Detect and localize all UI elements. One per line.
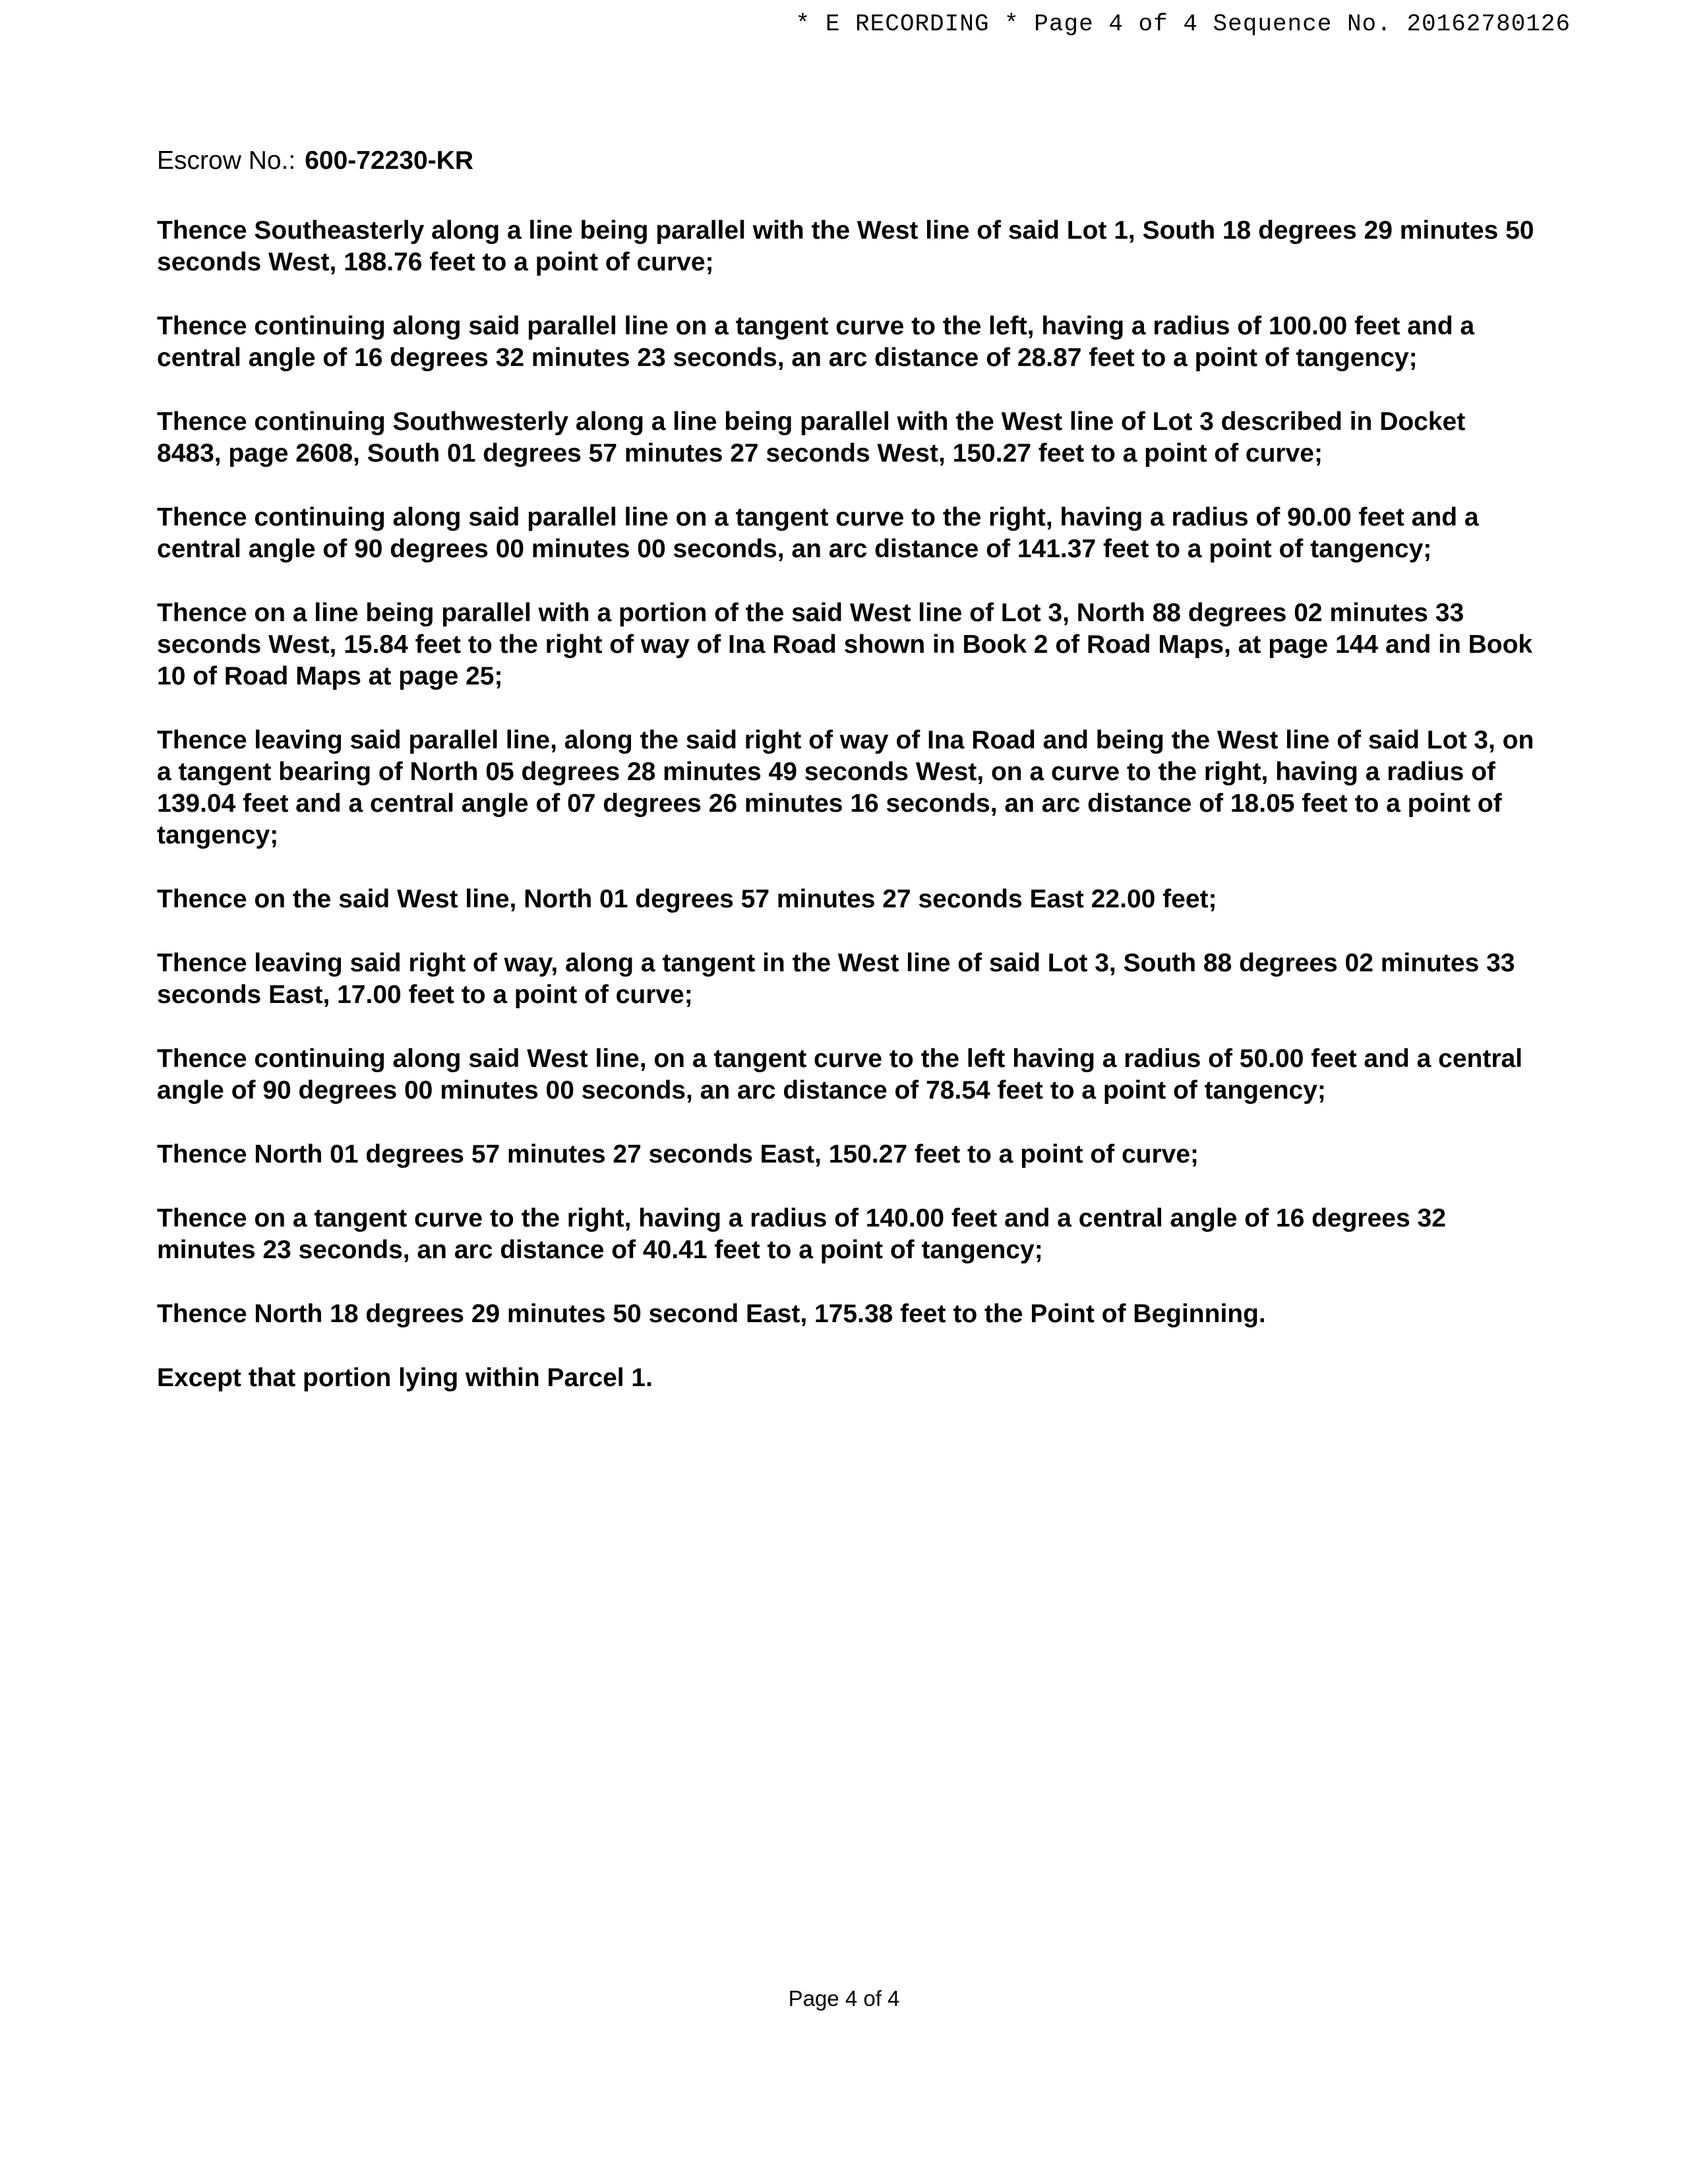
escrow-value: 600-72230-KR: [305, 146, 474, 175]
legal-paragraph: Thence North 18 degrees 29 minutes 50 second East, 175.38 feet to the Point of Beginning.: [157, 1300, 1266, 1328]
escrow-label: Escrow No.:: [157, 146, 296, 175]
legal-paragraph: Thence on a tangent curve to the right, having a radius of 140.00 feet and a central angle of 16 degrees 32 minutes 23 seconds, an arc distance of 40.41 feet to a point of tangency;: [157, 1204, 1446, 1264]
escrow-number: [157, 146, 473, 175]
legal-paragraph: Thence Southeasterly along a line being parallel with the West line of said Lot 1, South 18 degrees 29 minutes 50 seconds West, 188.76 feet to a point of curve;: [157, 216, 1534, 276]
legal-paragraph: Thence leaving said parallel line, along the said right of way of Ina Road and being the West line of said Lot 3, on a tangent bearing of North 05 degrees 28 minutes 49 seconds West, on a curve to the right, having a radius of 139.04 feet and a central angle of 07 degrees 26 minutes 16 seconds, an arc distance of 18.05 feet to a point of tangency;: [157, 726, 1534, 849]
legal-paragraph: Thence North 01 degrees 57 minutes 27 seconds East, 150.27 feet to a point of curve;: [157, 1140, 1199, 1168]
legal-description: [157, 215, 1535, 1426]
recording-header: * E RECORDING * Page 4 of 4 Sequence No. 20162780126: [795, 11, 1571, 38]
legal-paragraph: Thence on the said West line, North 01 degrees 57 minutes 27 seconds East 22.00 feet;: [157, 885, 1217, 913]
legal-paragraph: Thence on a line being parallel with a portion of the said West line of Lot 3, North 88 degrees 02 minutes 33 seconds West, 15.84 feet to the right of way of Ina Road shown in Book 2 of Road Maps, at page 144 and in Book 10 of Road Maps at page 25;: [157, 599, 1533, 690]
legal-paragraph: Except that portion lying within Parcel 1.: [157, 1364, 653, 1392]
page-footer: Page 4 of 4: [788, 1986, 900, 2011]
legal-paragraph: Thence continuing along said parallel line on a tangent curve to the right, having a radius of 90.00 feet and a central angle of 90 degrees 00 minutes 00 seconds, an arc distance of 141.37 feet to a point of tangency;: [157, 503, 1479, 563]
legal-paragraph: Thence continuing Southwesterly along a line being parallel with the West line of Lot 3 described in Docket 8483, page 2608, South 01 degrees 57 minutes 27 seconds West, 150.27 feet to a point of curve;: [157, 408, 1466, 468]
legal-paragraph: Thence continuing along said parallel line on a tangent curve to the left, having a radius of 100.00 feet and a central angle of 16 degrees 32 minutes 23 seconds, an arc distance of 28.87 feet to a point of tangency;: [157, 312, 1475, 372]
legal-paragraph: Thence continuing along said West line, on a tangent curve to the left having a radius of 50.00 feet and a central angle of 90 degrees 00 minutes 00 seconds, an arc distance of 78.54 feet to a point of tangency;: [157, 1045, 1523, 1105]
legal-paragraph: Thence leaving said right of way, along a tangent in the West line of said Lot 3, South 88 degrees 02 minutes 33 seconds East, 17.00 feet to a point of curve;: [157, 949, 1515, 1009]
